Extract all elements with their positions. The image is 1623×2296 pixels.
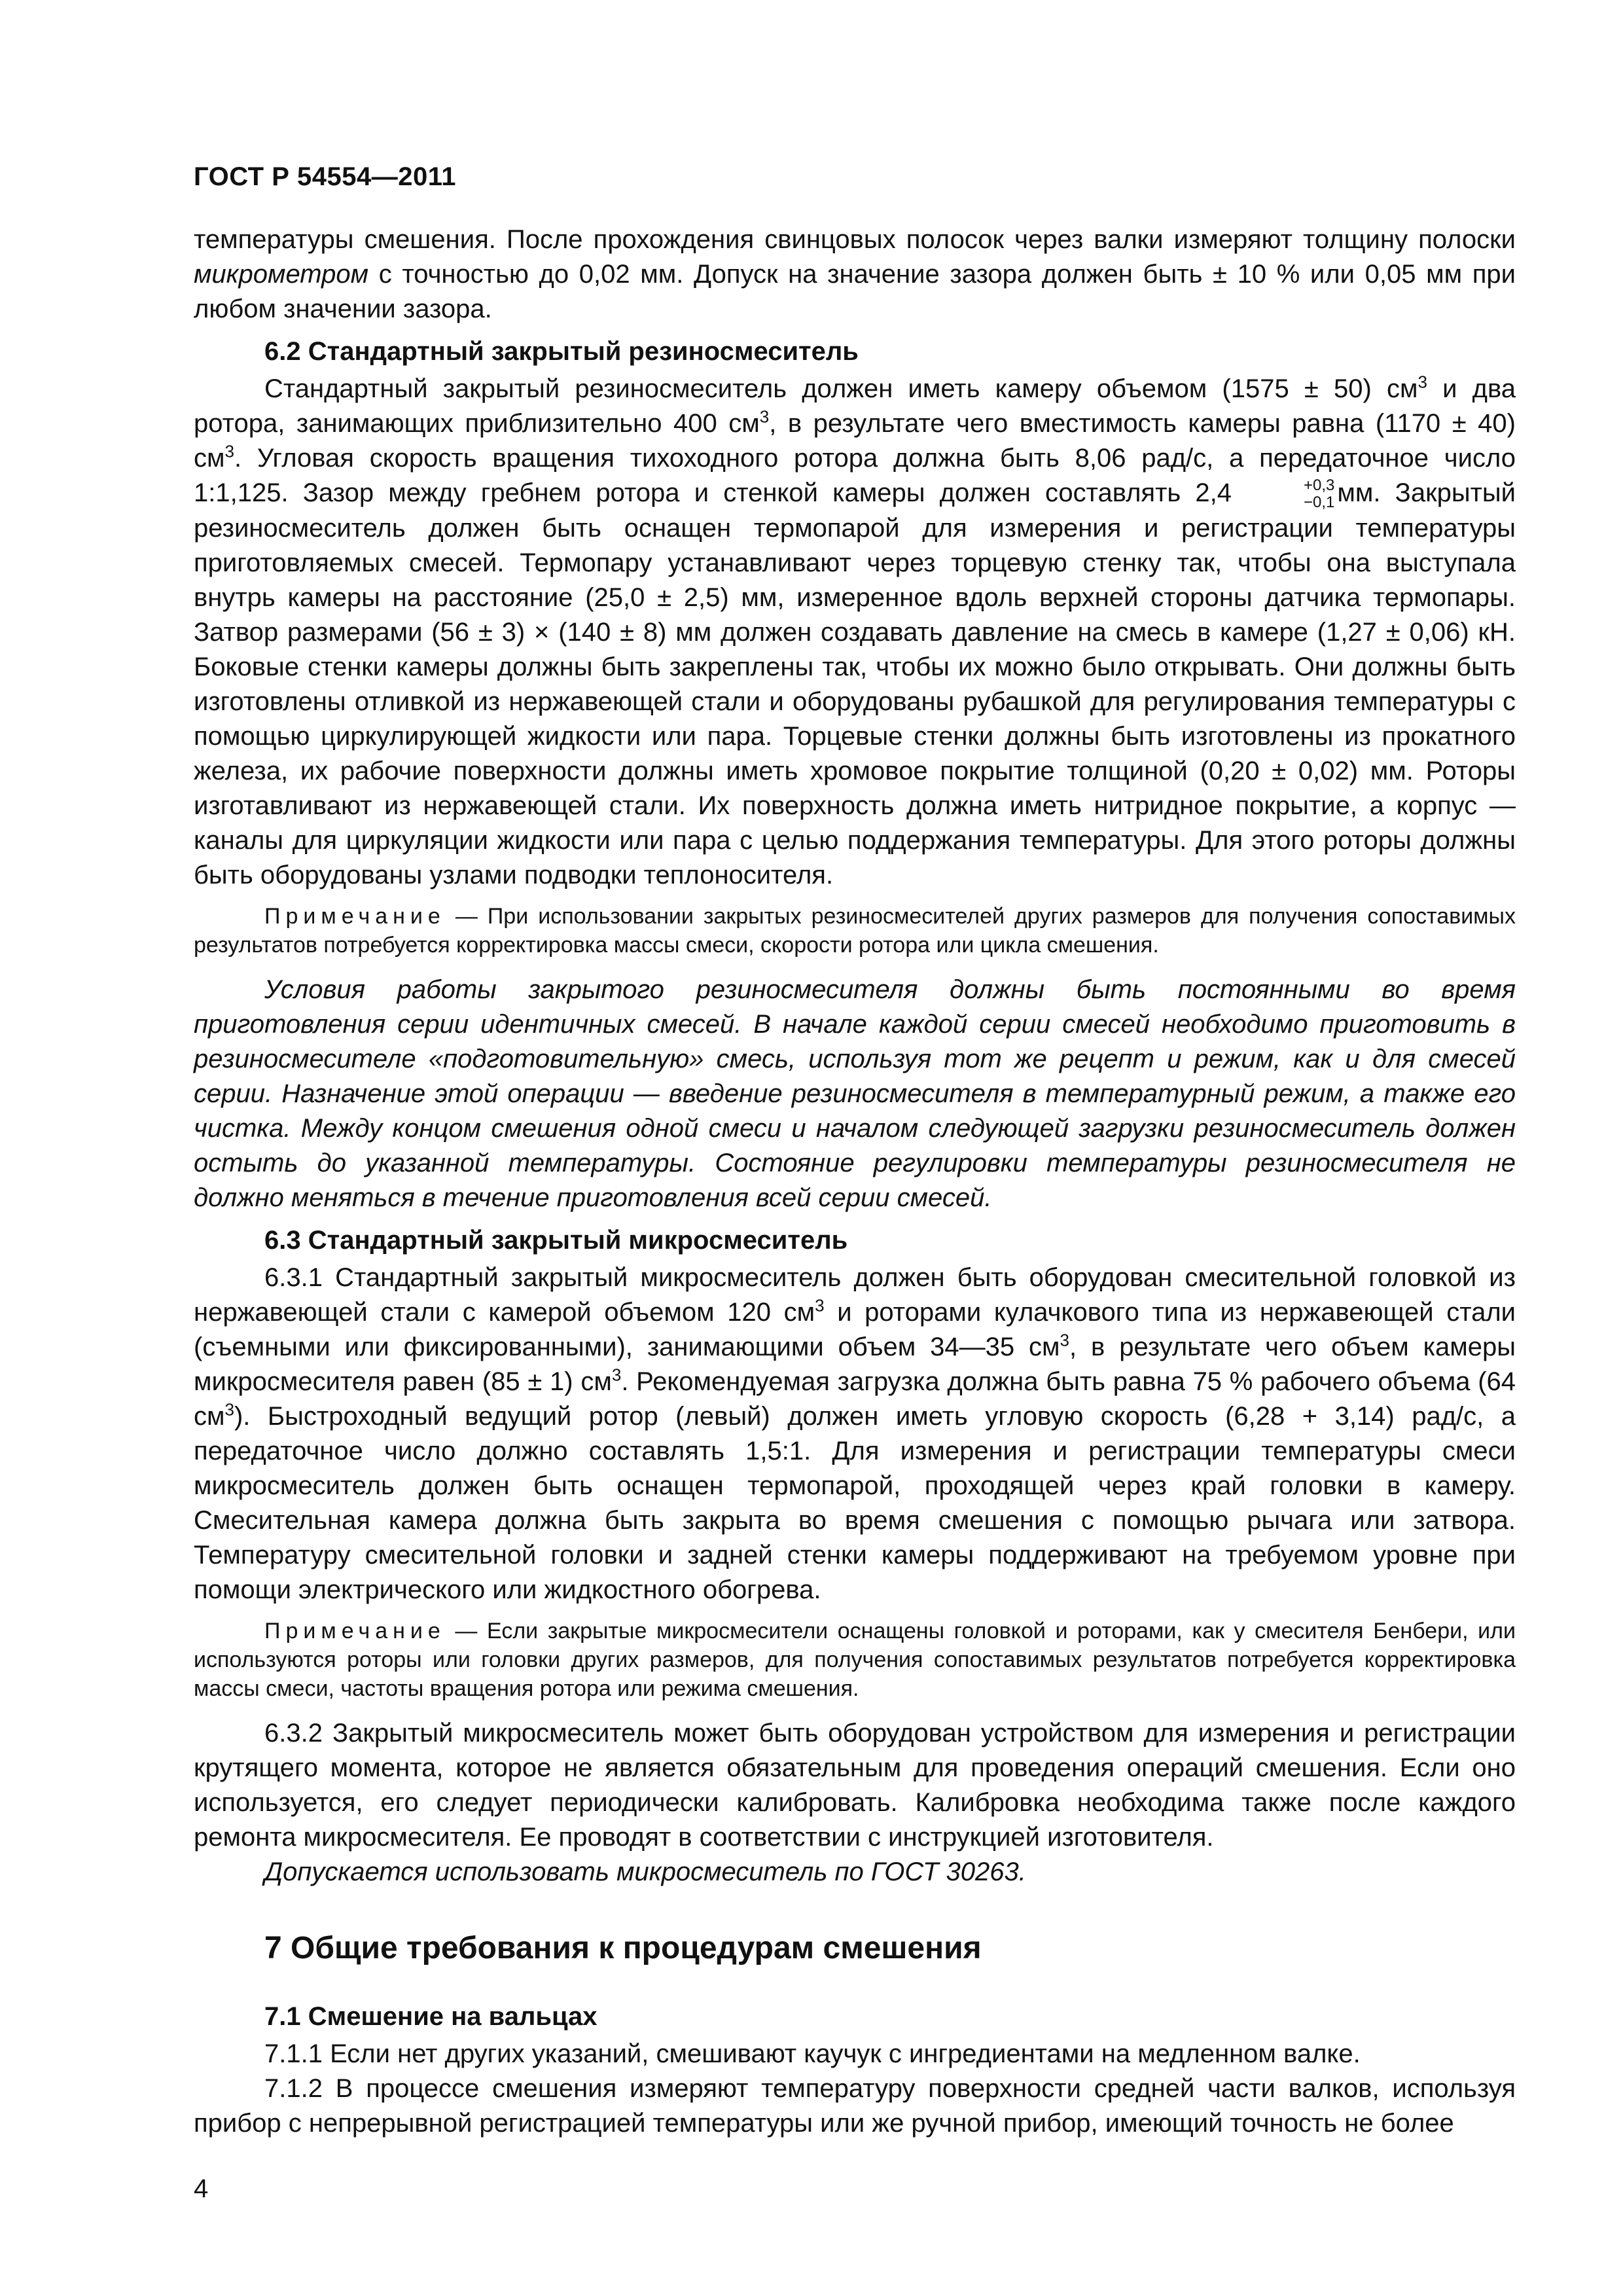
tolerance-stack: +0,3 −0,1 [1304,476,1335,512]
paragraph-7-1-1: 7.1.1 Если нет других указаний, смешивают каучук с ингредиентами на медленном валке. [264,2039,1361,2069]
italic-paragraph-6-2: Условия работы закрытого резиносмесителя должны быть постоянными во время приготовления серии идентичных смесей. В начале каждой серии смесей необходимо приготовить в резиносмесителе «подготовительную» смесь, используя тот же рецепт и режим, как и для смесей серии. Назначение этой операции — введение резиносмесителя в температурный режим, а также его чистка. Между концом смешения одной смеси и началом следующей загрузки резиносмеситель должен остыть до указанной температуры. Состояние регулировки температуры резиносмесителя не должно меняться в течение приготовления всей серии смесей. [194,975,1516,1213]
section-heading-6-2: 6.2 Стандартный закрытый резиносмеситель [264,337,859,366]
note-6-2: Примечание — При использовании закрытых резиносмесителей других размеров для получения сопоставимых результатов потребуется корректировка массы смеси, скорости ротора или цикла смешения. [194,904,1516,958]
document-header: ГОСТ Р 54554—2011 [194,162,456,191]
note-6-3: Примечание — Если закрытые микросмесители оснащены головкой и роторами, как у смесителя Бенбери, или используются роторы или головки других размеров, для получения сопоставимых результатов потребуется корректировка массы смеси, частоты вращения ротора или режима смешения. [194,1619,1516,1702]
italic-term: микрометром [194,260,369,289]
italic-line-6-3: Допускается использовать микросмеситель по ГОСТ 30263. [264,1857,1026,1887]
page-content [194,223,1516,2141]
section-heading-7: 7 Общие требования к процедурам смешения [264,1931,982,1966]
section-heading-7-1: 7.1 Смешение на вальцах [264,2002,597,2032]
intro-paragraph: температуры смешения. После прохождения свинцовых полосок через валки измеряют толщину полоски микрометром с точностью до 0,02 мм. Допуск на значение зазора должен быть ± 10 % или 0,05 мм при любом значении зазора. [194,225,1516,323]
section-heading-6-3: 6.3 Стандартный закрытый микросмеситель [264,1226,848,1255]
note-label: Примечание [264,1619,446,1644]
note-label: Примечание [264,904,446,929]
paragraph-6-2: Стандартный закрытый резиносмеситель должен иметь камеру объемом (1575 ± 50) $см^3$ и два ротора, занимающих приблизительно 400 $см^3$, в результате чего вместимость камеры равна (1170 ± 40) $см^3$. Угловая скорость вращения тихоходного ротора должна быть 8,06 рад/с, а передаточное число 1:1,125. Зазор между гребнем ротора и стенкой камеры должен составлять 2,4 +0,3 −0,1 мм. Закрытый резиносмеситель должен быть оснащен термопарой для измерения и регистрации температуры приготовляемых смесей. Термопару устанавливают через торцевую стенку так, чтобы она выступала внутрь камеры на расстояние (25,0 ± 2,5) мм, измеренное вдоль верхней стороны датчика термопары. Затвор размерами (56 ± 3) × (140 ± 8) мм должен создавать давление на смесь в камере (1,27 ± 0,06) кН. Боковые стенки камеры должны быть закреплены так, чтобы их можно было открывать. Они должны быть изготовлены отливкой из нержавеющей стали и оборудованы рубашкой для регулирования температуры с помощью циркулирующей жидкости или пара. Торцевые стенки должны быть изготовлены из прокатного железа, их рабочие поверхности должны иметь хромовое покрытие толщиной (0,20 ± 0,02) мм. Роторы изготавливают из нержавеющей стали. Их поверхность должна иметь нитридное покрытие, а корпус — каналы для циркуляции жидкости или пара с целью поддержания температуры. Для этого роторы должны быть оборудованы узлами подводки теплоносителя. [194,372,1516,890]
page-number: 4 [194,2174,209,2203]
paragraph-6-3-1: 6.3.1 Стандартный закрытый микросмеситель должен быть оборудован смесительной головкой из нержавеющей стали с камерой объемом 120 $см^3$ и роторами кулачкового типа из нержавеющей стали (съемными или фиксированными), занимающими объем 34—35 $см^3$, в результате чего объем камеры микросмесителя равен (85 ± 1) $см^3$. Рекомендуемая загрузка должна быть равна 75 % рабочего объема (64 $см^3$). Быстроходный ведущий ротор (левый) должен иметь угловую скорость (6,28 + 3,14) рад/с, а передаточное число должно составлять 1,5:1. Для измерения и регистрации температуры смеси микросмеситель должен быть оснащен термопарой, проходящей через край головки в камеру. Смесительная камера должна быть закрыта во время смешения с помощью рычага или затвора. Температуру смесительной головки и задней стенки камеры поддерживают на требуемом уровне при помощи электрического или жидкостного обогрева. [194,1263,1516,1605]
paragraph-6-3-2: 6.3.2 Закрытый микросмеситель может быть оборудован устройством для измерения и регистрации крутящего момента, которое не является обязательным для проведения операций смешения. Если оно используется, его следует периодически калибровать. Калибровка необходима также после каждого ремонта микросмесителя. Ее проводят в соответствии с инструкцией изготовителя. [194,1719,1516,1852]
paragraph-7-1-2: 7.1.2 В процессе смешения измеряют температуру поверхности средней части валков, используя прибор с непрерывной регистрацией температуры или же ручной прибор, имеющий точность не более [194,2074,1516,2138]
